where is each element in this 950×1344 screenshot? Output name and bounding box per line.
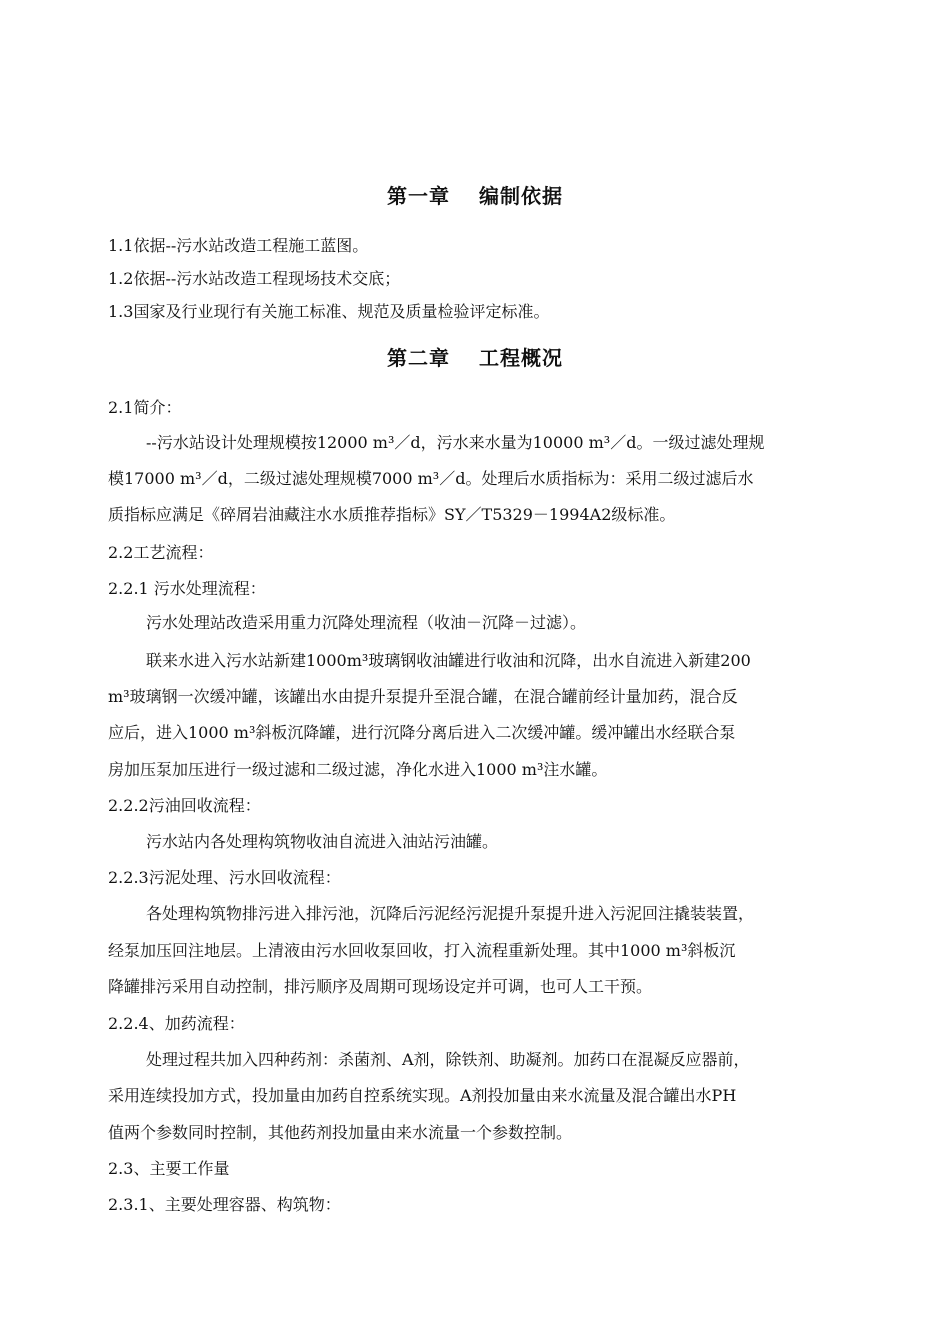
section-2-3-1-heading: 2.3.1、主要处理容器、构筑物： — [108, 1195, 341, 1214]
dosing-line-2: 采用连续投加方式，投加量由加药自控系统实现。A剂投加量由来水流量及混合罐出水PH — [108, 1086, 737, 1105]
intro-line-1: --污水站设计处理规模按12000 m³／d，污水来水量为10000 m³／d。一级过滤处理规 — [146, 433, 765, 452]
sewage-flow-line-4: 房加压泵加压进行一级过滤和二级过滤，净化水进入1000 m³注水罐。 — [108, 760, 608, 779]
sludge-line-1: 各处理构筑物排污进入排污池，沉降后污泥经污泥提升泵提升进入污泥回注撬装装置， — [146, 904, 755, 923]
sludge-line-3: 降罐排污采用自动控制，排污顺序及周期可现场设定并可调，也可人工干预。 — [108, 977, 653, 996]
section-2-2-2-heading: 2.2.2污油回收流程： — [108, 796, 261, 815]
dosing-line-3: 值两个参数同时控制，其他药剂投加量由来水流量一个参数控制。 — [108, 1123, 573, 1142]
sewage-flow-line-3: 应后，进入1000 m³斜板沉降罐，进行沉降分离后进入二次缓冲罐。缓冲罐出水经联合泵 — [108, 723, 736, 742]
oil-recovery-text: 污水站内各处理构筑物收油自流进入油站污油罐。 — [146, 832, 499, 851]
sludge-line-2: 经泵加压回注地层。上清液由污水回收泵回收，打入流程重新处理。其中1000 m³斜板沉 — [108, 941, 736, 960]
chapter-2-title: 第二章 工程概况 — [387, 346, 563, 370]
basis-item-1: 1.1依据--污水站改造工程施工蓝图。 — [108, 236, 369, 255]
sewage-flow-line-1: 联来水进入污水站新建1000m³玻璃钢收油罐进行收油和沉降，出水自流进入新建200 — [146, 651, 751, 670]
section-2-1-heading: 2.1简介： — [108, 398, 182, 417]
sewage-flow-line-2: m³玻璃钢一次缓冲罐，该罐出水由提升泵提升至混合罐，在混合罐前经计量加药，混合反 — [108, 687, 738, 706]
section-2-2-1-heading: 2.2.1 污水处理流程： — [108, 579, 266, 598]
dosing-line-1: 处理过程共加入四种药剂：杀菌剂、A剂，除铁剂、助凝剂。加药口在混凝反应器前， — [146, 1050, 750, 1069]
section-2-2-4-heading: 2.2.4、加药流程： — [108, 1014, 245, 1033]
basis-item-2: 1.2依据--污水站改造工程现场技术交底； — [108, 269, 401, 288]
intro-line-3: 质指标应满足《碎屑岩油藏注水水质推荐指标》SY／T5329－1994A2级标准。 — [108, 505, 676, 524]
section-2-3-heading: 2.3、主要工作量 — [108, 1159, 230, 1178]
section-2-2-heading: 2.2工艺流程： — [108, 543, 214, 562]
section-2-2-3-heading: 2.2.3污泥处理、污水回收流程： — [108, 868, 341, 887]
basis-item-3: 1.3国家及行业现行有关施工标准、规范及质量检验评定标准。 — [108, 302, 550, 321]
chapter-1-title: 第一章 编制依据 — [387, 184, 563, 208]
intro-line-2: 模17000 m³／d，二级过滤处理规模7000 m³／d。处理后水质指标为：采用二级过滤后水 — [108, 469, 754, 488]
sewage-flow-summary: 污水处理站改造采用重力沉降处理流程（收油－沉降－过滤）。 — [146, 613, 587, 632]
